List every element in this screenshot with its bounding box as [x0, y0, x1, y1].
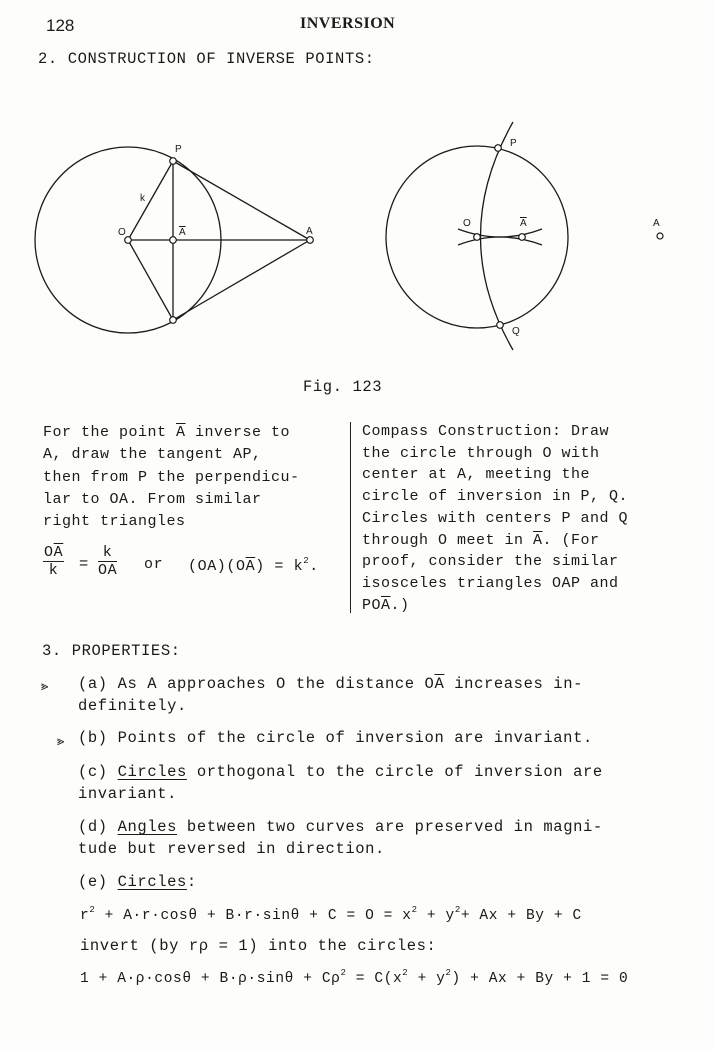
segment-O-P	[128, 161, 173, 240]
right-col-line-6: through O meet in $\overline{A}$. (For	[362, 531, 600, 549]
formula-or: or	[144, 556, 164, 573]
segment-P-A	[173, 161, 310, 240]
formula-equals: =	[79, 555, 89, 573]
point-Abar-left	[170, 237, 177, 244]
label-P-right: P	[510, 138, 517, 149]
section-3-heading: 3. PROPERTIES:	[42, 642, 181, 660]
right-col-line-7: proof, consider the similar	[362, 553, 619, 571]
invert-line: invert (by rρ = 1) into the circles:	[80, 937, 437, 955]
point-A-left	[307, 237, 314, 244]
right-col-line-8: isosceles triangles OAP and	[362, 574, 619, 592]
property-c: (c) Circles orthogonal to the circle of inversion are invariant.	[78, 763, 603, 803]
label-P-left: P	[175, 144, 182, 155]
right-col-line-9: $PO\overline{A}$.)	[362, 596, 410, 614]
point-P-right	[495, 145, 502, 152]
property-e: (e) Circles:	[78, 873, 197, 891]
right-col-line-4: circle of inversion in P, Q.	[362, 488, 629, 506]
label-O-right: O	[463, 218, 471, 229]
figure-123	[0, 110, 714, 360]
label-A-left: A	[306, 226, 313, 237]
fraction-OAbar-over-k: $\frac{O\overline{A}}{k}$	[44, 544, 64, 579]
point-Q-right	[497, 322, 504, 329]
segment-O-lower	[128, 240, 173, 320]
point-O-right	[474, 234, 481, 241]
label-O-left: O	[118, 227, 126, 238]
label-Abar-left: A	[179, 227, 186, 238]
label-A-right: A	[653, 218, 660, 229]
point-lower-left	[170, 317, 177, 324]
left-col-line-1: For the point $\overline{A}$ inverse to	[43, 424, 291, 441]
formula-product: $(OA)(O\overline{A}) = k^2$.	[188, 556, 319, 575]
section-2-heading: 2. CONSTRUCTION OF INVERSE POINTS:	[38, 50, 375, 68]
point-Abar-right	[519, 234, 526, 241]
page-number: 128	[46, 16, 75, 35]
property-b: (b) Points of the circle of inversion are invariant.	[78, 729, 593, 747]
left-col-line-3: then from P the perpendicu-	[43, 468, 300, 486]
figure-caption: Fig. 123	[303, 378, 383, 396]
segment-lower-A	[173, 240, 310, 320]
equation-circles: $r^2 + A\cdot r\cdot\cos\theta + B\cdot r\cdot\sin\theta + C = O = x^2 + y^2+ Ax + By + C$	[80, 905, 582, 924]
fraction-k-over-OA: $\frac{k}{OA}$	[98, 544, 118, 579]
point-P-left	[170, 158, 177, 165]
property-a: (a) As A approaches O the distance $O\overline{A}$ increases in- definitely.	[78, 675, 583, 715]
page-title: INVERSION	[300, 15, 396, 32]
right-col-line-1: Compass Construction: Draw	[362, 423, 610, 440]
right-col-line-3: center at A, meeting the	[362, 466, 591, 484]
right-col-line-2: the circle through O with	[362, 444, 600, 462]
equation-inverted-circles: $1 + A\cdot\rho\cdot\cos\theta + B\cdot\rho\cdot\sin\theta + C\rho^2 = C(x^2 + y^2) + Ax + By + 1 = 0$	[80, 968, 629, 987]
label-k: k	[140, 193, 145, 204]
label-Q-right: Q	[512, 326, 520, 337]
left-col-line-5: right triangles	[43, 513, 186, 531]
right-column	[362, 421, 628, 616]
arc-P	[458, 229, 542, 237]
right-col-line-5: Circles with centers P and Q	[362, 509, 629, 527]
margin-mark-b: ⪢	[57, 734, 65, 749]
property-d: (d) Angles between two curves are preserved in magni- tude but reversed in direction.	[78, 818, 603, 858]
column-divider	[350, 422, 351, 613]
margin-mark-a: ⪢	[41, 679, 49, 694]
left-col-line-2: A, draw the tangent AP,	[43, 446, 262, 464]
label-Abar-right: A	[520, 218, 527, 229]
arc-Q	[458, 237, 542, 245]
left-col-line-4: lar to OA. From similar	[43, 490, 262, 508]
point-A-right	[657, 233, 663, 239]
left-column	[43, 422, 300, 533]
